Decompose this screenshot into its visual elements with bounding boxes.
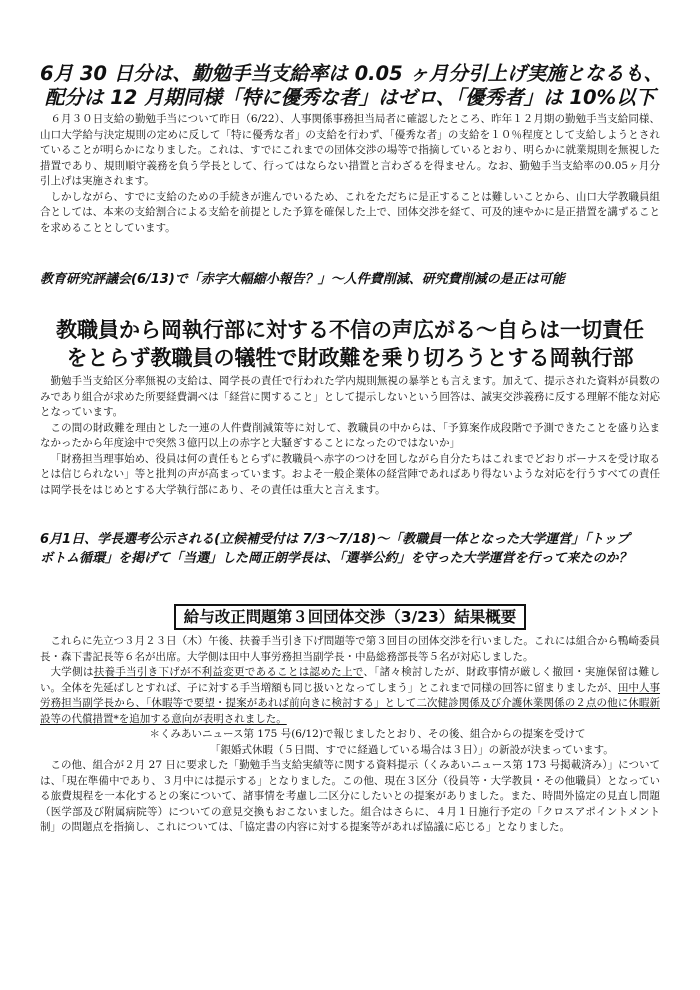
headline-line-2: 配分は 12 月期同様「特に優秀な者」はゼロ、「優秀者」は 10%以下 (44, 86, 656, 109)
boxed-title-wrap (40, 604, 660, 630)
text-run: 、「諸々検討したが、財政事情が厳しく撤回・実施保留は難しい。全体を先延ばしとすれば、子に対する手当増額も同じ扱いとなってしまう」とこれまで同様の回答に留まりましたが、 (40, 666, 661, 694)
footnote-line-2: 「銀婚式休暇（５日間、すでに経過している場合は３日）」の新設が決まっています。 (210, 743, 614, 756)
body-paragraph: しかしながら、すでに支給のための手続きが進んでいるため、これをただちに是正することは難しいことから、山口大学教職員組合としては、本来の支給割合による支給を前提とした予算を確保した上で、団体交渉を経て、可及的速やかに是正措置を講ずることを求めることとしています。 (40, 190, 660, 234)
underlined-text: 扶養手当引き下げが不利益変更であることは認めた上で (93, 666, 364, 678)
body-paragraph: 「財務担当理事始め、役員は何の責任もとらずに教職員へ赤字のつけを回しながら自分たちはこれまでどおりボーナスを受け取るとは信じられない」等と批判の声が高まっています。およそ一般企業体の経営陣であればあり得ないような対応を行うすべての責任は岡学長をはじめとする大学執行部にあり、その責任は重大と言えます。 (40, 452, 660, 496)
article-headline (40, 62, 663, 110)
body-paragraph: この間の財政難を理由とした一連の人件費削減策等に対して、教職員の中からは、「予算案作成段階で予測できたことを盛り込まなかったから年度途中で突然３億円以上の赤字と大騒ぎすることになったのではないか」 (40, 421, 660, 449)
article-bargaining-summary (40, 604, 660, 836)
headline-line-2: をとらず教職員の犠牲で財政難を乗り切ろうとする岡執行部 (66, 346, 634, 370)
article-bonus-rate (40, 62, 663, 236)
headline-line-1: 6月 30 日分は、勤勉手当支給率は 0.05 ヶ月分引上げ実施となるも、 (40, 62, 663, 85)
subheadline-line-1: 6月1日、学長選考公示される(立候補受付は 7/3～7/18)～「教職員一体となった大学運営」「トップ (40, 532, 630, 547)
body-paragraph: 勤勉手当支給区分率無視の支給は、岡学長の責任で行われた学内規則無視の暴挙とも言えます。加えて、提示された資料が員数のみであり組合が求めた所要経費調べは「経営に関すること」として提示しないという回答は、誠実交渉義務に反する理解不能な対応となっています。 (40, 375, 660, 418)
body-paragraph: ６月３０日支給の勤勉手当について昨日（6/22）、人事関係事務担当局者に確認したところ、昨年１２月期の勤勉手当支給同様、山口大学給与決定規則の定めに反して「特に優秀な者」の支給を行わず、「優秀な者」の支給を１０％程度として支給しようとされていることが明らかになりました。これは、すでにこれまでの団体交渉の場等で指摘しているとおり、明らかに就業規則を無視した措置であり、規則順守義務を負う学長として、行ってはならない措置と言わざるを得ません。なお、勤勉手当支給率の0.05ヶ月分引上げは実施されます。 (40, 113, 660, 187)
body-paragraph: この他、組合が２月 27 日に要求した「勤勉手当支給実績等に関する資料提示（くみあいニュース第 173 号掲載済み）」については、「現在準備中であり、３月中には提示する」となりました。この他、現在３区分（役員等・大学教員・その他職員）となっている旅費規程を一本化するとの案について、諸事情を考慮し二区分にしたいとの提案がありました。また、時間外協定の見直し問題（医学部及び附属病院等）についての意見交換もおこないました。組合はさらに、４月１日施行予定の「クロスアポイントメント制」の問題点を指摘し、これについては、「協定書の内容に対する提案等があれば協議に応じる」となりました。 (40, 759, 660, 833)
body-paragraph: これらに先立つ３月２３日（木）午後、扶養手当引き下げ問題等で第３回目の団体交渉を行いました。これには組合から鴨崎委員長・森下書記長等６名が出席。大学側は田中人事労務担当副学長・中島総務部長等５名が対応しました。 (40, 635, 660, 663)
article-council-report (40, 270, 660, 289)
body-paragraph (40, 665, 660, 727)
subheadline-line-2: ボトム循環」を掲げて「当選」した岡正朗学長は、「選挙公約」を守った大学運営を行って来たのか？ (40, 551, 632, 566)
article-distrust (40, 316, 660, 498)
article-president-election (40, 530, 660, 568)
headline-line-1: 教職員から岡執行部に対する不信の声広がる～自らは一切責任 (56, 318, 644, 342)
text-run: 大学側は (50, 666, 94, 678)
boxed-title: 給与改正問題第３回団体交渉（3/23）結果概要 (174, 604, 527, 630)
footnote-line-1: ＊くみあいニュース第 175 号(6/12)で報じましたとおり、その後、組合からの提案を受けて (149, 728, 586, 740)
underlined-text: 田中人事労務担当副学長から、「休暇等で要望・提案があれば前向きに検討する」として二次健診関係及び介護休業関係の２点の他に休暇新設等の代償措置*を追加する意向が表明されました。 (40, 681, 661, 725)
article-headline (40, 316, 660, 372)
article-subheadline: 教育研究評議会(6/13)で「赤字大幅縮小報告？」～人件費削減、研究費削減の是正は可能 (40, 272, 565, 287)
